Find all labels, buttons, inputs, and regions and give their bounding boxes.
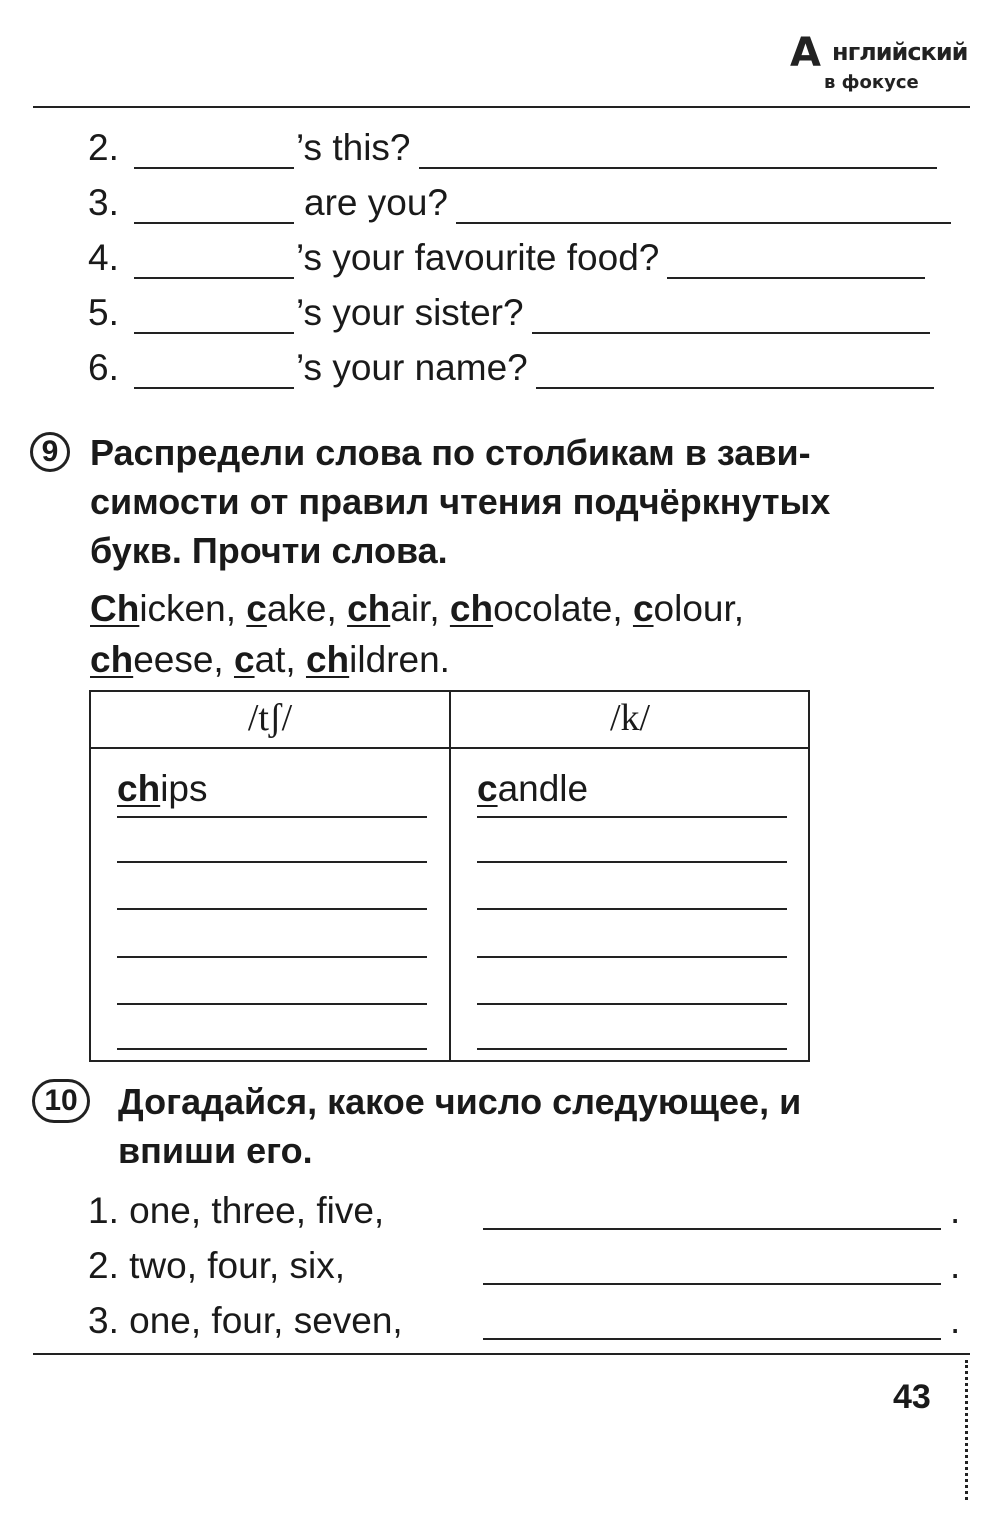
answer-line[interactable] — [477, 1003, 787, 1005]
question-text: ’s this? — [296, 127, 411, 168]
instruction-line: впиши его. — [118, 1130, 313, 1171]
answer-blank[interactable] — [532, 300, 930, 334]
answer-line[interactable] — [117, 1048, 427, 1050]
underlined-letters: Ch — [90, 588, 140, 629]
sequence-item: 2. two, four, six, — [88, 1245, 346, 1286]
answer-blank[interactable] — [419, 135, 937, 169]
underlined-letters: c — [477, 768, 498, 809]
bottom-divider — [33, 1353, 970, 1355]
task-number-badge: 9 — [30, 432, 70, 472]
column-header-k: /k/ — [609, 697, 651, 739]
task-number-badge: 10 — [32, 1079, 90, 1123]
question-number: 5. — [88, 292, 119, 333]
word-rest: ildren. — [349, 639, 450, 680]
word-rest: icken, — [139, 588, 247, 629]
question-number: 2. — [88, 127, 119, 168]
answer-line[interactable] — [117, 816, 427, 818]
word-rest: ocolate, — [493, 588, 633, 629]
question-text: ’s your sister? — [296, 292, 524, 333]
instruction-line: Распредели слова по столбикам в зави- — [90, 432, 811, 473]
question-row — [88, 180, 951, 224]
word-rest: ips — [160, 768, 208, 809]
answer-line[interactable] — [477, 956, 787, 958]
question-number: 4. — [88, 237, 119, 278]
underlined-letters: ch — [449, 588, 494, 629]
question-number: 3. — [88, 182, 119, 223]
underlined-letters: ch — [90, 639, 134, 680]
answer-blank[interactable] — [456, 190, 951, 224]
column-header-tsh: /tʃ/ — [247, 697, 293, 739]
end-period: . — [950, 1245, 961, 1286]
answer-line[interactable] — [477, 816, 787, 818]
answer-blank[interactable] — [134, 135, 294, 169]
example-word — [477, 768, 588, 810]
question-row — [88, 345, 934, 389]
word-list-line — [90, 634, 450, 685]
word-list-line — [90, 583, 744, 634]
sequence-item: 1. one, three, five, — [88, 1190, 385, 1231]
question-text: are you? — [304, 182, 448, 223]
answer-line[interactable] — [477, 908, 787, 910]
underlined-letters: ch — [117, 768, 161, 809]
question-number: 6. — [88, 347, 119, 388]
answer-blank[interactable] — [134, 190, 294, 224]
page-number: 43 — [893, 1378, 931, 1416]
instruction-line: симости от правил чтения подчёркнутых — [90, 481, 831, 522]
instruction-line: букв. Прочти слова. — [90, 530, 448, 571]
logo-title-rest: нглийский — [832, 38, 968, 66]
question-row — [88, 290, 930, 334]
word-rest: ake, — [266, 588, 348, 629]
answer-line[interactable] — [117, 1003, 427, 1005]
underlined-letters: c — [233, 639, 255, 680]
answer-line[interactable] — [477, 1048, 787, 1050]
question-row — [88, 125, 937, 169]
instruction-line: Догадайся, какое число следующее, и — [118, 1081, 802, 1122]
end-period: . — [950, 1300, 961, 1341]
column-divider — [449, 692, 451, 1060]
answer-blank[interactable] — [134, 245, 294, 279]
answer-line[interactable] — [483, 1283, 941, 1285]
answer-line[interactable] — [483, 1228, 941, 1230]
word-rest: eese, — [133, 639, 234, 680]
answer-blank[interactable] — [536, 355, 934, 389]
answer-blank[interactable] — [667, 245, 925, 279]
answer-blank[interactable] — [134, 355, 294, 389]
word-rest: andle — [497, 768, 589, 809]
sequence-item: 3. one, four, seven, — [88, 1300, 403, 1341]
example-word — [117, 768, 208, 810]
logo-subtitle: в фокусе — [824, 72, 919, 93]
book-logo — [790, 30, 970, 100]
task-instruction — [90, 428, 830, 575]
task-instruction — [118, 1077, 801, 1175]
answer-line[interactable] — [117, 956, 427, 958]
top-divider — [33, 106, 970, 108]
underlined-letters: c — [246, 588, 267, 629]
sorting-table — [89, 690, 810, 1062]
word-rest: air, — [390, 588, 450, 629]
underlined-letters: ch — [347, 588, 391, 629]
question-text: ’s your favourite food? — [296, 237, 660, 278]
question-row — [88, 235, 925, 279]
underlined-letters: ch — [305, 639, 350, 680]
cut-line — [965, 1360, 968, 1500]
logo-main-letter: А — [790, 30, 820, 76]
word-rest: olour, — [653, 588, 745, 629]
end-period: . — [950, 1190, 961, 1231]
answer-line[interactable] — [117, 861, 427, 863]
answer-blank[interactable] — [134, 300, 294, 334]
underlined-letters: c — [632, 588, 654, 629]
answer-line[interactable] — [477, 861, 787, 863]
question-text: ’s your name? — [296, 347, 528, 388]
word-rest: at, — [254, 639, 306, 680]
answer-line[interactable] — [117, 908, 427, 910]
answer-line[interactable] — [483, 1338, 941, 1340]
